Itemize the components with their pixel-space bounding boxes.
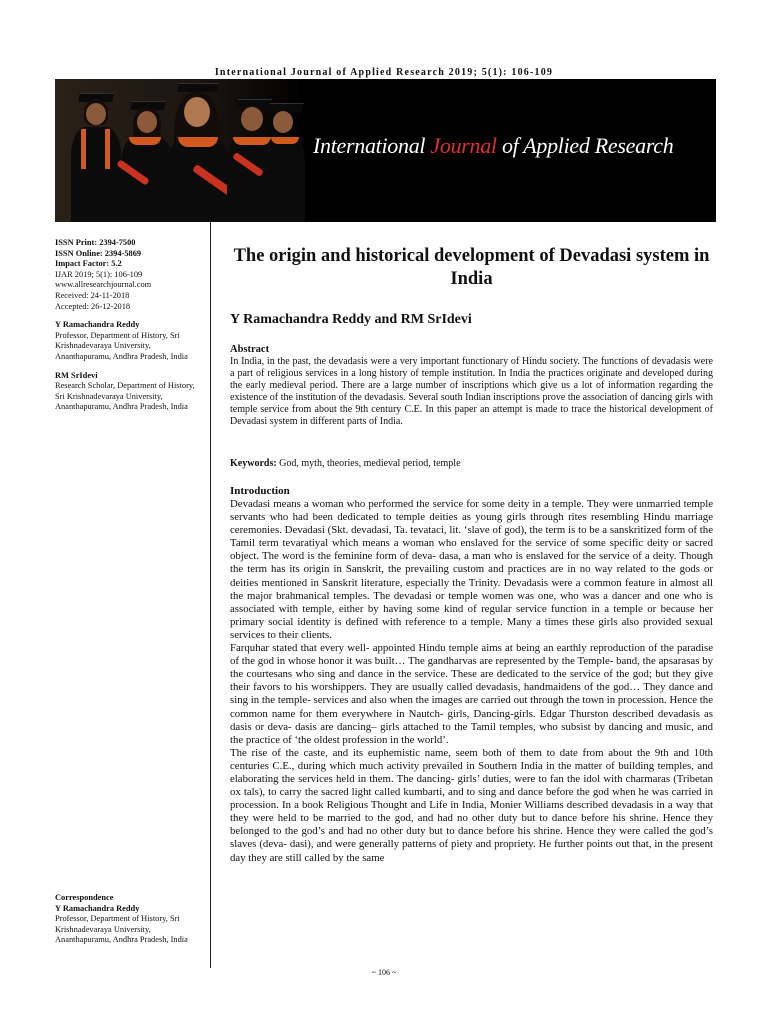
impact-factor: Impact Factor: 5.2	[55, 259, 122, 269]
abstract-text: In India, in the past, the devadasis were a very important functionary of Hindu society. The functions of devadasis were a part of religious services in a long history of temple institution. In India the practices originate and developed during the early medieval period. There are a large number of inscriptions which give us a lot of information regarding the existence of the institution of the devadasis. Several south Indian inscriptions prove the association of dancing girls with temple service from about the 9th century C.E. In this paper an attempt is made to trace the historical development of Devadasi system in different parts of India.	[230, 356, 713, 428]
paragraph: Farquhar stated that every well- appointed Hindu temple aims at being an earthly reproduction of the paradise of the god in whose honor it was built… The gandharvas are represented by the Temple- band, the apsarasas by the courtesans who sing and dance in the service. These are dedicated to the service of the god; but they give their favors to his worshippers. They are usually called devadasis, handmaidens of the god… They dance and sing in the temple- services and also when the images are carried out through the town in procession. Hence the common name for them everywhere in Nautch- girls, Dancing-girls. Edgar Thurston described devadasis as dasis or deva- dasis are dancing– girls attached to the Tamil temples, who subsist by dancing and music, and the practice of ‘the oldest profession in the world’.	[230, 642, 713, 746]
paragraph: Devadasi means a woman who performed the service for some deity in a temple. They were unmarried temple servants who had been dedicated to temple deities as young girls through rites resembling Hindu marriage ceremonies. Devadasi (Skt. devadasi, Ta. tevataci, lit. ‘slave of god), the term is to be a sanskritized form of the Tamil term tevaratiyal which means a woman who enslaved for the service of some specific deity or sacred object. The word is the feminine form of deva- dasa, a man who is enslaved for the service of a deity. Though the term has its origin in Sanskrit, the prevailing custom and practices are in no way related to the gods or deities mentioned in Sanskrit literature, especially the Trinity. Devadasis were a common feature in almost all the major brahmanical temples. The devadasi or temple women was one, who was a dancer and one who is associated with temple, either by having some kind of regular service function in a temple or because her primary social identity is defined with reference to a temple. Many a times these girls also provided sexual services to their clients.	[230, 498, 713, 641]
accepted-date: Accepted: 26-12-2018	[55, 301, 131, 311]
paragraph: The rise of the caste, and its euphemistic name, seem both of them to date from about the 9th and 10th centuries C.E., during which much activity prevailed in Southern India in the matter of building temples, and elaborating the services held in them. The dancing- girls’ duties, were to fan the idol with charmaras (Tribetan ox tals), to carry the sacred light called kumbarti, and to sing and dance before the god when he was carried in procession. In a book Religious Thought and Life in India, Monier Williams described devadasis in a way that they were held to be married to the god, and had no other duty but to dance before his shrine. Hence they belonged to the god’s and had no other duty but to dance before his shrine. Hence they were called the god’s slaves (deva- dasi), and were generally patterns of piety and propriety. He further points out that, in the present day they are still called by the same	[230, 746, 713, 864]
journal-citation-header: International Journal of Applied Research 2019; 5(1): 106-109	[214, 67, 554, 78]
author-info-2: RM SrIdevi Research Scholar, Department of History, Sri Krishnadevaraya University, Ananthapuramu, Andhra Pradesh, India	[55, 370, 195, 412]
issn-online: ISSN Online: 2394-5869	[55, 248, 142, 258]
correspondence-block: Correspondence Y Ramachandra Reddy Professor, Department of History, Sri Krishnadevaraya University, Ananthapuramu, Andhra Pradesh, India	[55, 893, 188, 945]
page-number: ~ 106 ~	[371, 968, 397, 977]
journal-banner	[55, 79, 716, 222]
introduction-heading: Introduction	[230, 485, 290, 497]
issn-print: ISSN Print: 2394-7500	[55, 238, 136, 247]
article-meta-sidebar	[55, 238, 205, 413]
journal-website[interactable]: www.allresearchjournal.com	[55, 280, 152, 290]
article-authors: Y Ramachandra Reddy and RM SrIdevi	[230, 312, 472, 327]
keywords: Keywords: God, myth, theories, medieval period, temple	[230, 458, 461, 469]
ijar-ref: IJAR 2019; 5(1): 106-109	[55, 269, 143, 279]
author-info-1: Y Ramachandra Reddy Professor, Department of History, Sri Krishnadevaraya University, Ananthapuramu, Andhra Pradesh, India	[55, 320, 188, 361]
abstract-heading: Abstract	[230, 344, 270, 355]
graduates-photo	[55, 79, 305, 222]
journal-banner-title: International Journal of Applied Research	[313, 133, 674, 158]
article-title: The origin and historical development of Devadasi system in India	[233, 246, 710, 289]
column-divider	[210, 222, 211, 968]
received-date: Received: 24-11-2018	[55, 290, 130, 300]
introduction-body	[230, 498, 713, 865]
